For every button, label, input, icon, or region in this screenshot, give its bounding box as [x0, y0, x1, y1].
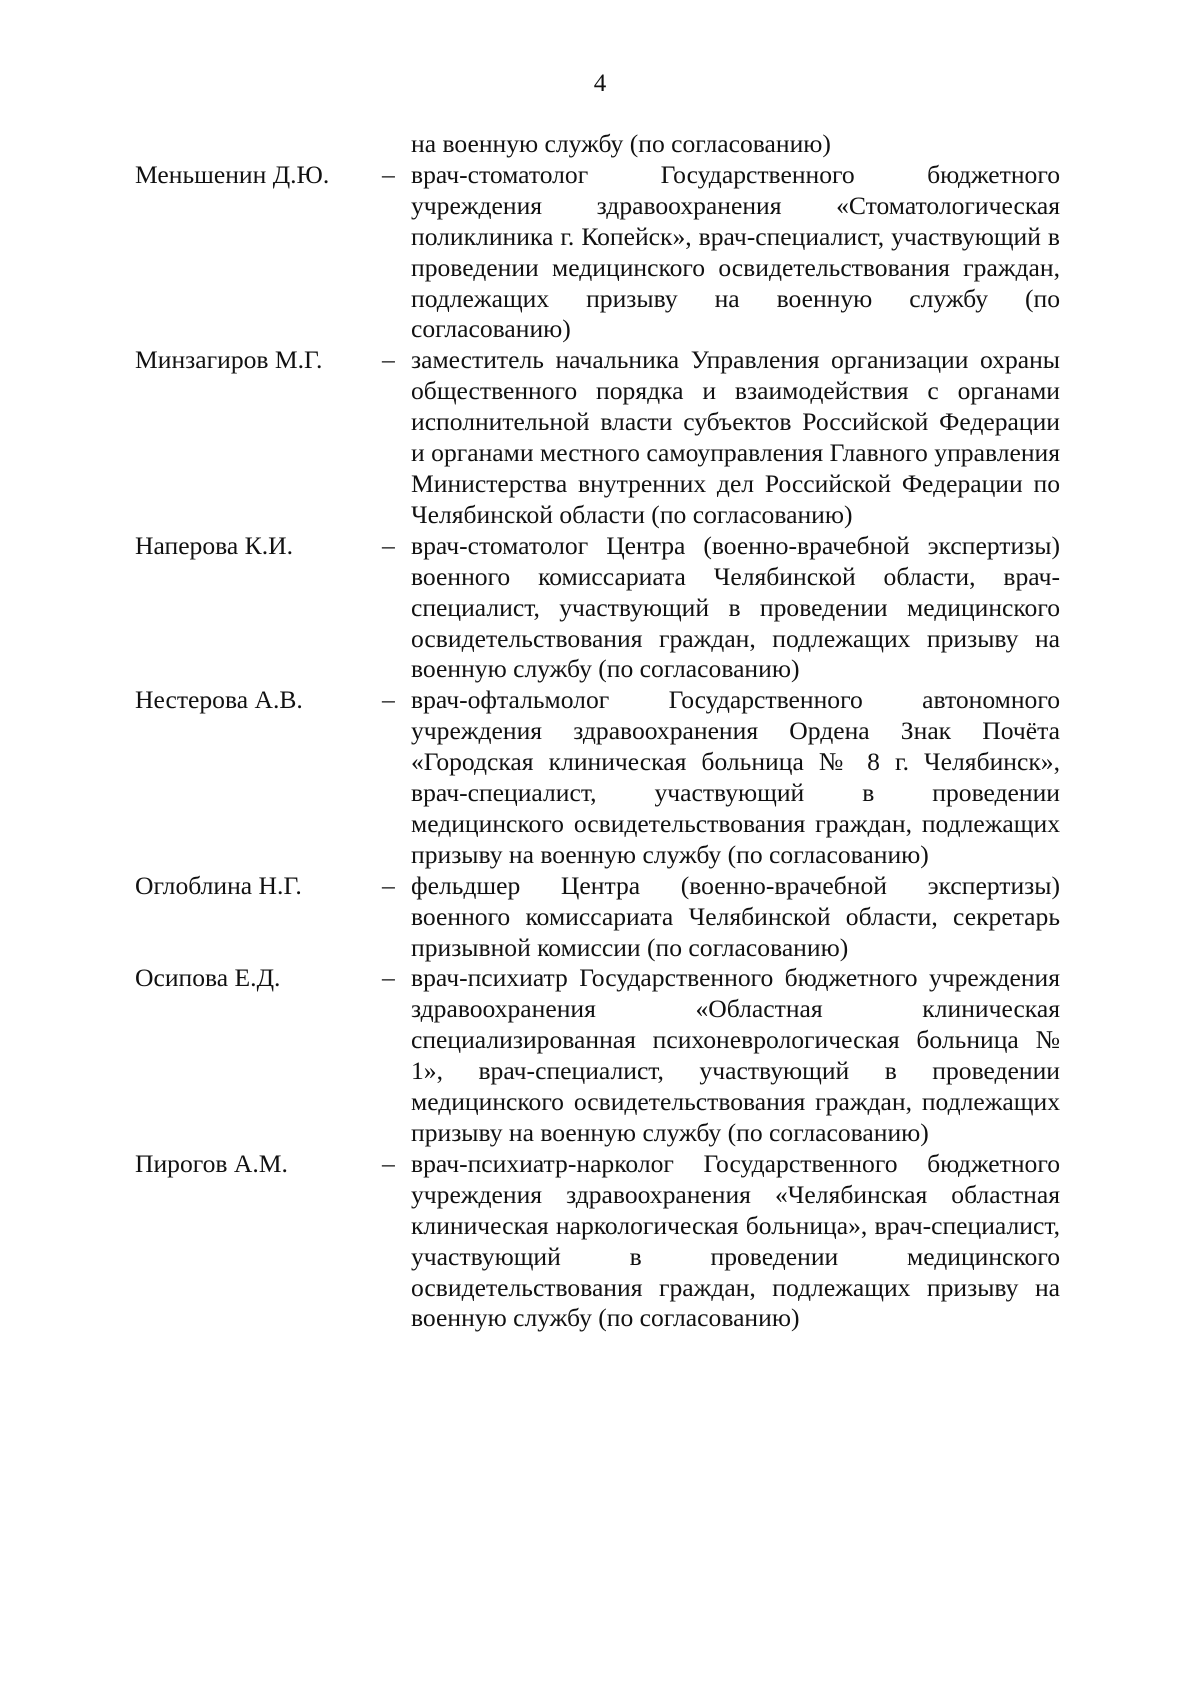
member-position: врач-психиатр-нарколог Государственного бюджетного учреждения здравоохранения «Челябинская областная клиническая наркологическая больница», врач-специалист, участвующий в проведении медицинского освидетельствования граждан, подлежащих призыву на военную службу (по согласованию) — [411, 1148, 1060, 1333]
member-name: Минзагиров М.Г. — [135, 345, 323, 375]
member-name: Пирогов А.М. — [135, 1148, 288, 1178]
member-entry — [135, 685, 1060, 870]
member-entry — [135, 531, 1060, 686]
dash-separator: – — [382, 685, 395, 715]
member-name: Наперова К.И. — [135, 530, 294, 560]
member-position: врач-стоматолог Центра (военно-врачебной экспертизы) военного комиссариата Челябинской области, врач-специалист, участвующий в проведении медицинского освидетельствования граждан, подлежащих призыву на военную службу (по согласованию) — [411, 530, 1060, 684]
member-name: Оглоблина Н.Г. — [135, 870, 302, 900]
dash-separator: – — [382, 963, 395, 993]
page-number: 4 — [593, 70, 607, 97]
member-position: заместитель начальника Управления организации охраны общественного порядка и взаимодействия с органами исполнительной власти субъектов Российской Федерации и органами местного самоуправления Главного управления Министерства внутренних дел Российской Федерации по Челябинской области (по согласованию) — [411, 345, 1060, 529]
dash-separator: – — [382, 345, 395, 375]
member-entry — [135, 871, 1060, 964]
member-entry — [135, 345, 1060, 530]
continued-description: на военную службу (по согласованию) — [411, 129, 831, 158]
member-name: Осипова Е.Д. — [135, 963, 281, 993]
member-position: врач-психиатр Государственного бюджетного учреждения здравоохранения «Областная клиническая специализированная психоневрологическая больница № 1», врач-специалист, участвующий в проведении медицинского освидетельствования граждан, подлежащих призыву на военную службу (по согласованию) — [411, 963, 1060, 1147]
commission-member-list — [135, 129, 1060, 1334]
dash-separator: – — [382, 530, 395, 560]
member-entry — [135, 963, 1060, 1148]
member-position: фельдшер Центра (военно-врачебной экспертизы) военного комиссариата Челябинской области, секретарь призывной комиссии (по согласованию) — [411, 870, 1060, 962]
dash-separator: – — [382, 870, 395, 900]
member-name: Меньшенин Д.Ю. — [135, 159, 330, 189]
member-entry — [135, 1149, 1060, 1334]
dash-separator: – — [382, 1148, 395, 1178]
dash-separator: – — [382, 159, 395, 189]
member-position: врач-офтальмолог Государственного автономного учреждения здравоохранения Ордена Знак Почёта «Городская клиническая больница № 8 г. Челябинск», врач-специалист, участвующий в проведении медицинского освидетельствования граждан, подлежащих призыву на военную службу (по согласованию) — [411, 685, 1060, 869]
member-name: Нестерова А.В. — [135, 685, 303, 715]
member-position: врач-стоматолог Государственного бюджетного учреждения здравоохранения «Стоматологическая поликлиника г. Копейск», врач-специалист, участвующий в проведении медицинского освидетельствования граждан, подлежащих призыву на военную службу (по согласованию) — [411, 159, 1060, 344]
member-entry — [135, 160, 1060, 345]
